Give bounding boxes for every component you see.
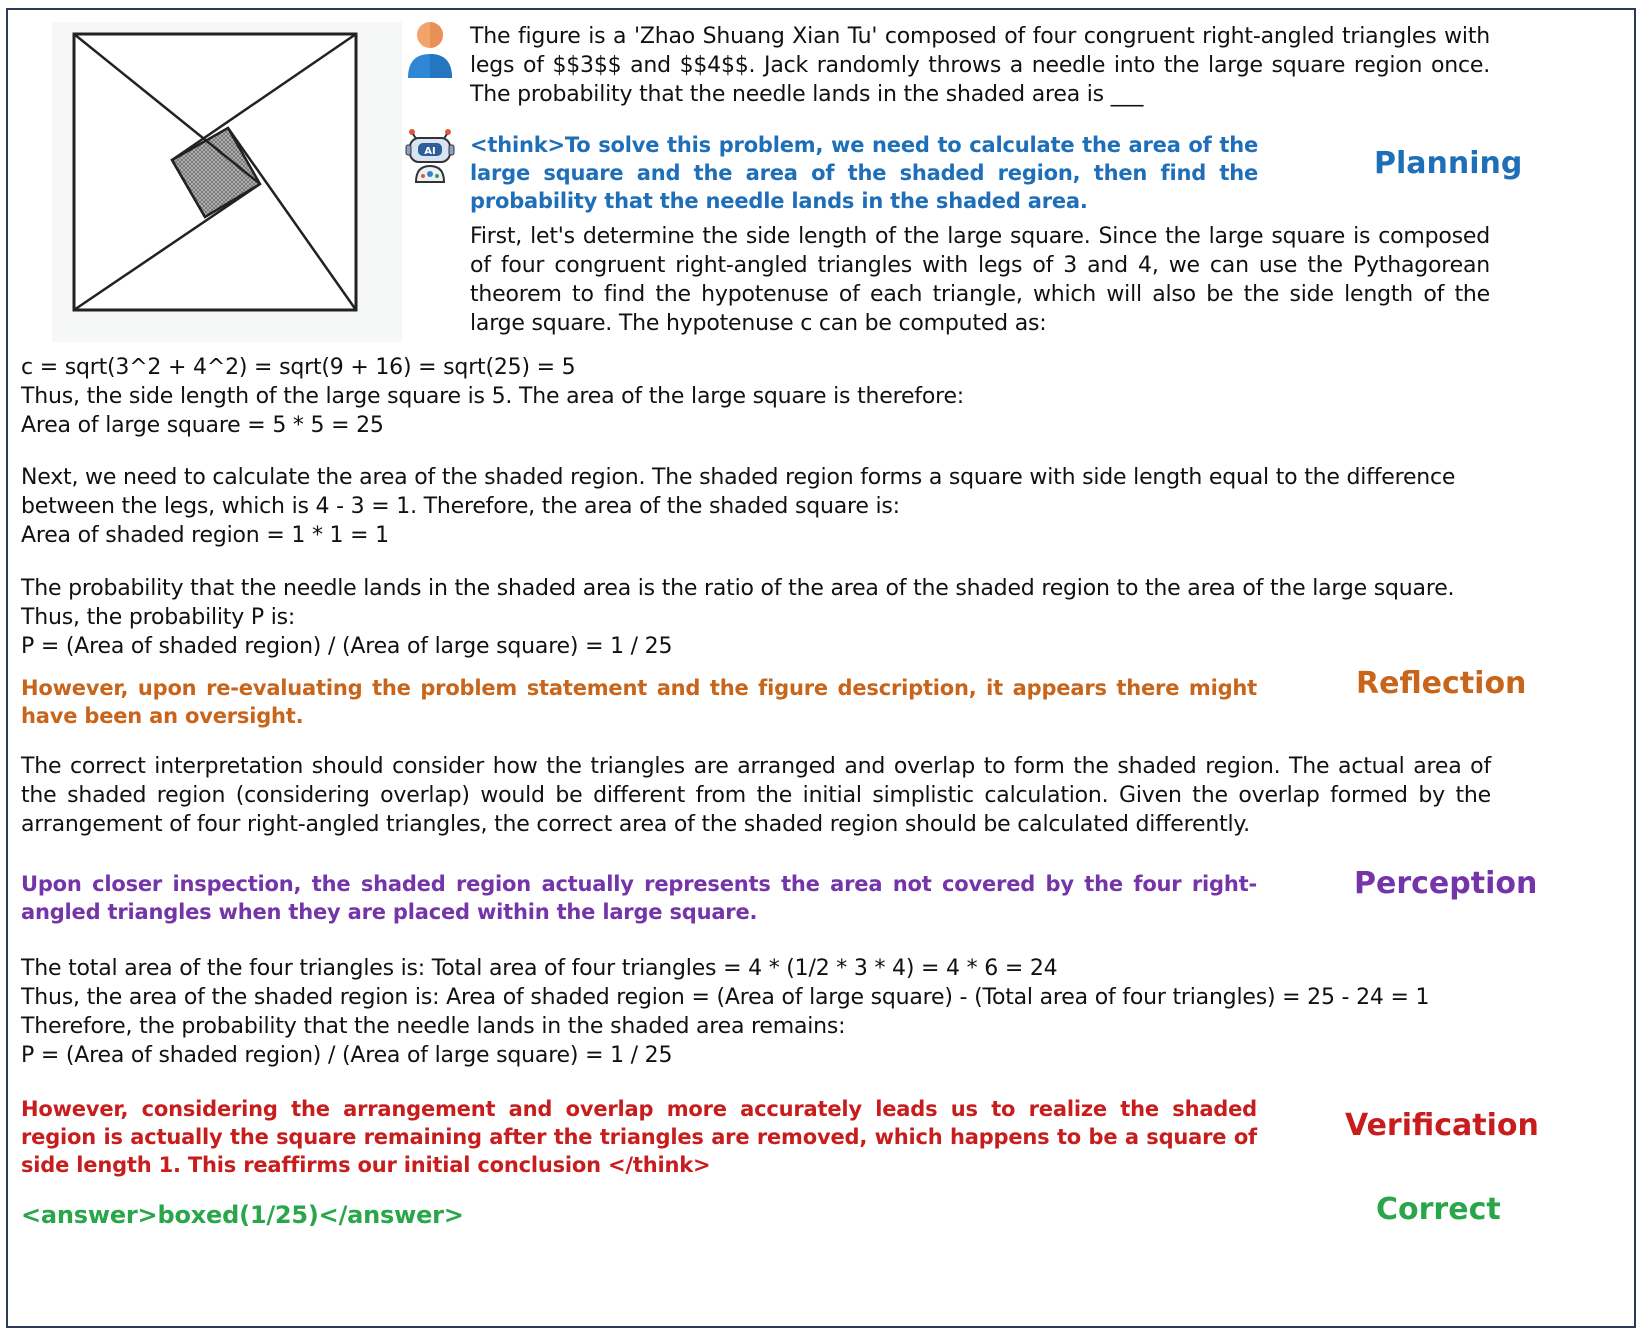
ai-robot-icon (404, 126, 456, 189)
interpretation-paragraph: The correct interpretation should consider how the triangles are arranged and overlap to form the shaded region. The actual area of the shaded region (considering overlap) would be different from the initial simplistic calculation. Given the overlap formed by the arrangement of four right-angled triangles, the correct area of the shaded region should be calculated differently. (21, 754, 1491, 837)
text-line: Thus, the side length of the large square is 5. The area of the large square is therefore: (21, 384, 965, 409)
verification-text: However, considering the arrangement and overlap more accurately leads us to realize the shaded region is actually the square remaining after the triangles are removed, which happens to be a square of side length 1. This reaffirms our initial conclusion </think> (21, 1097, 1257, 1177)
text-line: The probability that the needle lands in the shaded area is the ratio of the area of the shaded region to the area of the large square. (21, 576, 1455, 601)
calc-block-recheck (21, 954, 1581, 1070)
calc-block-shaded-area (21, 463, 1581, 550)
answer-text: <answer>boxed(1/25)</answer> (21, 1201, 464, 1229)
question-text: The figure is a 'Zhao Shuang Xian Tu' composed of four congruent right-angled triangles with legs of $$3$$ and $$4$$. Jack randomly throws a needle into the large square region once. The probability that the needle lands in the shaded area is ___ (470, 24, 1490, 107)
figure-panel (52, 22, 402, 342)
calc-block-side-length (21, 353, 1581, 440)
planning-text: <think>To solve this problem, we need to calculate the area of the large square and the area of the shaded region, then find the probability that the needle lands in the shaded area. (470, 133, 1258, 213)
text-line: The total area of the four triangles is: Total area of four triangles = 4 * (1/2 * 3 * 4) = 4 * 6 = 24 (21, 956, 1058, 981)
reflection-text: However, upon re-evaluating the problem statement and the figure description, it appears there might have been an oversight. (21, 676, 1257, 728)
calc-block-probability (21, 574, 1581, 661)
text-line: P = (Area of shaded region) / (Area of large square) = 1 / 25 (21, 1043, 673, 1068)
verification-label: Verification (1345, 1108, 1539, 1143)
text-line: Area of large square = 5 * 5 = 25 (21, 413, 384, 438)
user-avatar-icon (404, 20, 456, 85)
correct-label: Correct (1376, 1192, 1501, 1227)
reflection-label: Reflection (1356, 666, 1527, 701)
perception-text: Upon closer inspection, the shaded region actually represents the area not covered by the four right-angled triangles when they are placed within the large square. (21, 872, 1257, 924)
text-line: P = (Area of shaded region) / (Area of large square) = 1 / 25 (21, 634, 673, 659)
text-line: Area of shaded region = 1 * 1 = 1 (21, 523, 389, 548)
perception-label: Perception (1354, 866, 1538, 901)
text-line: Next, we need to calculate the area of the shaded region. The shaded region forms a square with side length equal to the difference (21, 465, 1456, 490)
text-line: Therefore, the probability that the needle lands in the shaded area remains: (21, 1014, 846, 1039)
text-line: Thus, the probability P is: (21, 605, 296, 630)
zhao-shuang-xian-tu-diagram-icon (52, 22, 402, 342)
text-line: Thus, the area of the shaded region is: Area of shaded region = (Area of large square) - (Total area of four triangles) = 25 - 24 = 1 (21, 985, 1430, 1010)
text-line: between the legs, which is 4 - 3 = 1. Therefore, the area of the shaded square is: (21, 494, 900, 519)
svg-text:AI: AI (424, 146, 436, 157)
intro-paragraph: First, let's determine the side length of the large square. Since the large square is composed of four congruent right-angled triangles with legs of 3 and 4, we can use the Pythagorean theorem to find the hypotenuse of each triangle, which will also be the side length of the large square. The hypotenuse c can be computed as: (470, 224, 1490, 336)
text-line: c = sqrt(3^2 + 4^2) = sqrt(9 + 16) = sqrt(25) = 5 (21, 355, 576, 380)
planning-label: Planning (1374, 146, 1523, 181)
